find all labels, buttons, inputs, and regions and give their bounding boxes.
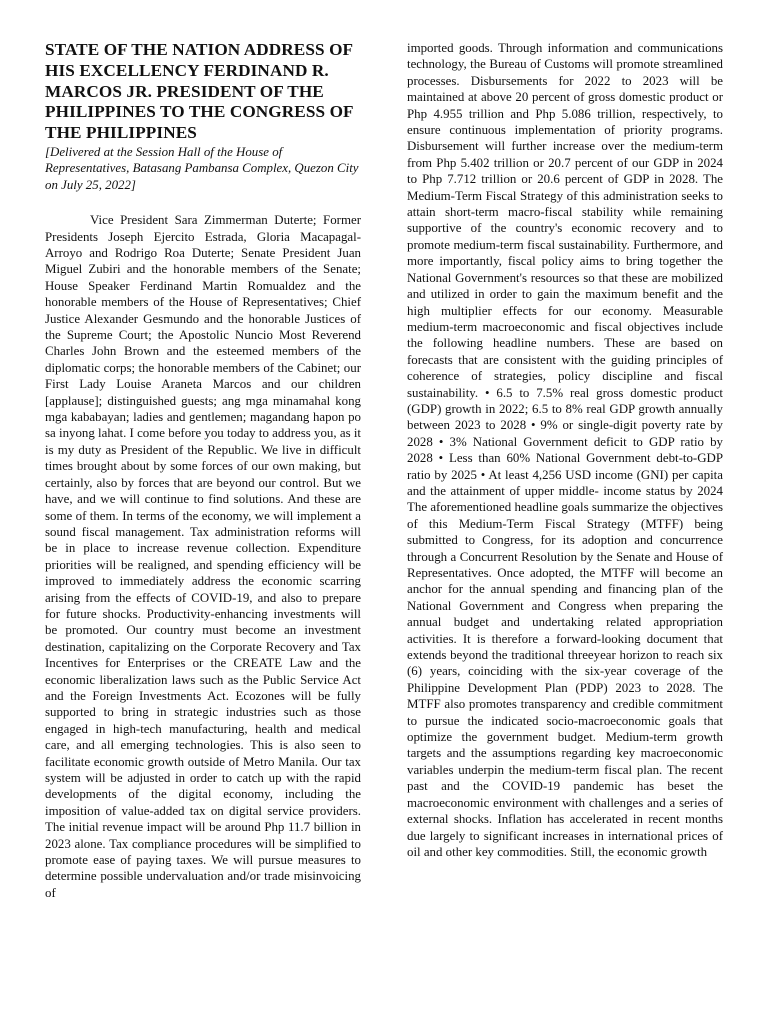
left-column bbox=[45, 40, 361, 901]
document-title: STATE OF THE NATION ADDRESS OF HIS EXCELLENCY FERDINAND R. MARCOS JR. PRESIDENT OF THE PHILIPPINES TO THE CONGRESS OF THE PHILIPPINES bbox=[45, 40, 354, 143]
speech-paragraph-right: imported goods. Through information and communications technology, the Bureau of Customs will promote streamlined processes. Disbursements for 2022 to 2023 will be maintained at above 20 percent of gross domestic product or Php 4.955 trillion and Php 5.086 trillion, respectively, to ensure continuous implementation of priority programs. Disbursement will further increase over the medium-term from Php 5.402 trillion or 20.7 percent of our GDP in 2024 to Php 7.712 trillion or 20.6 percent of GDP in 2028. The Medium-Term Fiscal Strategy of this administration seeks to attain short-term macro-fiscal stability while remaining supportive of the country's economic recovery and to promote medium-term fiscal sustainability. Furthermore, and more importantly, fiscal policy aims to bring together the National Government's resources so that these are mobilized and utilized in order to gain the maximum benefit and the high multiplier effects for our economy. Measurable medium-term macroeconomic and fiscal objectives include the following headline numbers. These are based on forecasts that are consistent with the guiding principles of coherence of strategies, policy discipline and fiscal sustainability. • 6.5 to 7.5% real gross domestic product (GDP) growth in 2022; 6.5 to 8% real GDP growth annually between 2023 to 2028 • 9% or single-digit poverty rate by 2028 • 3% National Government deficit to GDP ratio by 2028 • Less than 60% National Government debt-to-GDP ratio by 2025 • At least 4,256 USD income (GNI) per capita and the attainment of upper middle- income status by 2024 The aforementioned headline goals summarize the objectives of this Medium-Term Fiscal Strategy (MTFF) being submitted to Congress, for its adoption and concurrence through a Concurrent Resolution by the Senate and House of Representatives. Once adopted, the MTFF will become an anchor for the annual spending and financing plan of the National Government and Congress when preparing the annual budget and undertaking related appropriation activities. It is therefore a forward-looking document that extends beyond the traditional threeyear horizon to reach six (6) years, coinciding with the six-year coverage of the Philippine Development Plan (PDP) 2023 to 2028. The MTFF also promotes transparency and credible commitment to pursue the indicated socio-macroeconomic goals that optimize the government budget. Medium-term growth targets and the assumptions regarding key macroeconomic variables underpin the medium-term fiscal plan. The recent past and the COVID-19 pandemic has beset the macroeconomic environment with challenges and a series of external shocks. Inflation has accelerated in recent months due largely to significant increases in international prices of oil and other key commodities. Still, the economic growth bbox=[407, 41, 723, 859]
document-subtitle: [Delivered at the Session Hall of the House of Representatives, Batasang Pambansa Complex, Quezon City on July 25, 2022] bbox=[45, 144, 359, 192]
speech-paragraph-left: Vice President Sara Zimmerman Duterte; Former Presidents Joseph Ejercito Estrada, Gloria Macapagal-Arroyo and Rodrigo Roa Duterte; Senate President Juan Miguel Zubiri and the honorable members of the Senate; House Speaker Ferdinand Martin Romualdez and the honorable members of the House of Representatives; Chief Justice Alexander Gesmundo and the honorable Justices of the Supreme Court; the Apostolic Nuncio Most Reverend Charles John Brown and the esteemed members of the diplomatic corps; the honorable members of the Cabinet; our First Lady Louise Araneta Marcos and our children [applause]; distinguished guests; ang mga minamahal kong mga kababayan; ladies and gentlemen; magandang hapon po sa inyong lahat. I come before you today to address you, as it is my duty as President of the Republic. We live in difficult times brought about by some forces of our own making, but certainly, also by forces that are beyond our control. But we have, and we will continue to find solutions. And these are some of them. In terms of the economy, we will implement a sound fiscal management. Tax administration reforms will be in place to increase revenue collection. Expenditure priorities will be realigned, and spending efficiency will be improved to immediately address the economic scarring arising from the effects of COVID-19, and also to prepare for future shocks. Productivity-enhancing investments will be promoted. Our country must become an investment destination, capitalizing on the Corporate Recovery and Tax Incentives for Enterprises or the CREATE Law and the economic liberalization laws such as the Public Service Act and the Foreign Investments Act. Ecozones will be fully supported to bring in strategic industries such as those engaged in high-tech manufacturing, health and medical care, and all emerging technologies. This is also seen to facilitate economic growth outside of Metro Manila. Our tax system will be adjusted in order to catch up with the rapid developments of the digital economy, including the imposition of value-added tax on digital service providers. The initial revenue impact will be around Php 11.7 billion in 2023 alone. Tax compliance procedures will be simplified to promote ease of paying taxes. We will pursue measures to determine possible undervaluation and/or trade misinvoicing of bbox=[45, 213, 361, 900]
right-column bbox=[407, 40, 723, 860]
